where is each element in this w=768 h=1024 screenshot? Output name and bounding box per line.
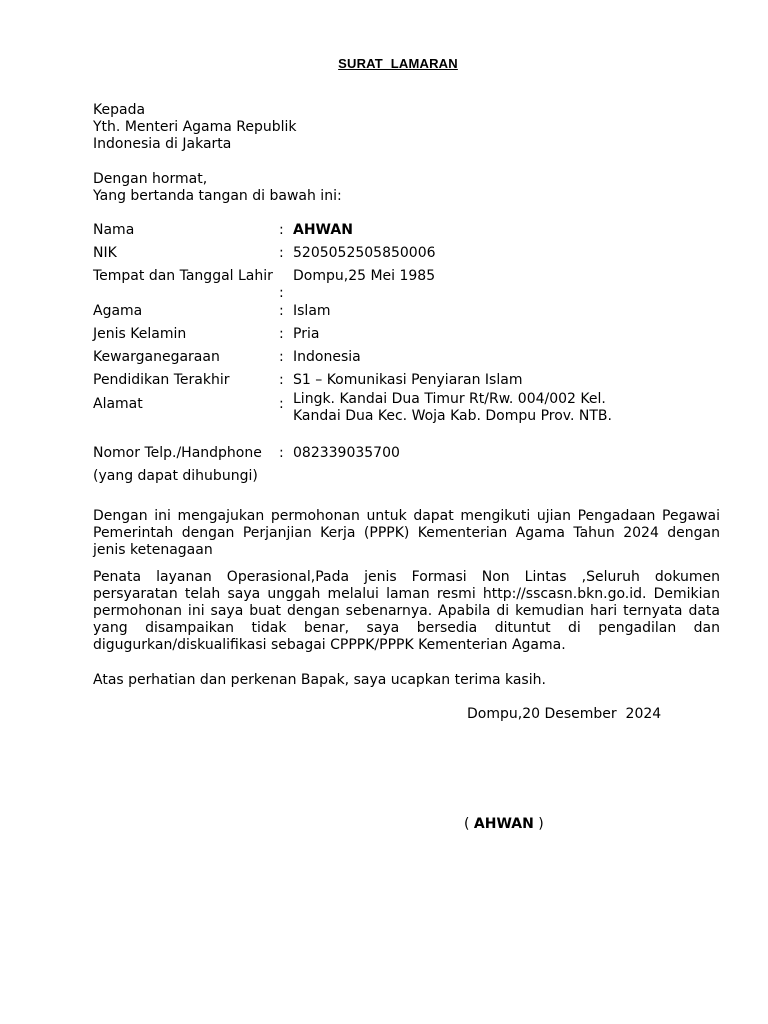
field-label: Nama [93, 222, 135, 238]
field-value-pendidikan: S1 – Komunikasi Penyiaran Islam [293, 372, 523, 388]
field-label: Tempat dan Tanggal Lahir [93, 268, 273, 284]
signature-paren-open: ( [464, 816, 474, 832]
field-value-nama: AHWAN [293, 222, 353, 238]
field-value-telp: 082339035700 [293, 445, 400, 461]
field-value-jenis-kelamin: Pria [293, 326, 320, 342]
alamat-line: Kandai Dua Kec. Woja Kab. Dompu Prov. NTB. [293, 408, 612, 424]
field-value-ttl: Dompu,25 Mei 1985 [293, 268, 436, 284]
signature-block [464, 816, 544, 832]
field-colon: : [279, 372, 284, 388]
greeting-line: Yang bertanda tangan di bawah ini: [93, 188, 342, 204]
field-value-nik: 5205052505850006 [293, 245, 436, 261]
greeting-line: Dengan hormat, [93, 171, 208, 187]
field-colon: : [279, 303, 284, 319]
field-label: NIK [93, 245, 117, 261]
field-label: Alamat [93, 396, 143, 412]
field-colon: : [279, 349, 284, 365]
field-colon: : [279, 326, 284, 342]
recipient-line: Kepada [93, 102, 146, 118]
letter-title: SURAT LAMARAN [338, 56, 458, 71]
field-colon: : [279, 445, 284, 461]
letter-date: Dompu,20 Desember 2024 [467, 706, 662, 722]
field-value-kewarganegaraan: Indonesia [293, 349, 361, 365]
alamat-line: Lingk. Kandai Dua Timur Rt/Rw. 004/002 Kel. [293, 391, 606, 407]
greeting-block [93, 171, 342, 205]
body-paragraph: Dengan ini mengajukan permohonan untuk dapat mengikuti ujian Pengadaan Pegawai Pemerintah dengan Perjanjian Kerja (PPPK) Kementerian Agama Tahun 2024 dengan jenis ketenagaan [93, 508, 720, 558]
field-colon: : [279, 285, 284, 301]
field-label: Agama [93, 303, 143, 319]
recipient-line: Yth. Menteri Agama Republik [93, 119, 297, 135]
field-label: Jenis Kelamin [93, 326, 187, 342]
field-label: Nomor Telp./Handphone [93, 445, 262, 461]
field-colon: : [279, 222, 284, 238]
signature-name: AHWAN [473, 816, 534, 832]
signature-paren-close: ) [533, 816, 544, 832]
body-paragraph: Penata layanan Operasional,Pada jenis Formasi Non Lintas ,Seluruh dokumen persyaratan telah saya unggah melalui laman resmi http://sscasn.bkn.go.id. Demikian permohonan ini saya buat dengan sebenarnya. Apabila di kemudian hari ternyata data yang disampaikan tidak benar, saya bersedia dituntut di pengadilan dan digugurkan/diskualifikasi sebagai CPPPK/PPPK Kementerian Agama. [93, 569, 720, 653]
closing-paragraph: Atas perhatian dan perkenan Bapak, saya ucapkan terima kasih. [93, 672, 546, 688]
field-value-alamat [293, 391, 612, 425]
recipient-block [93, 102, 297, 153]
field-label: Kewarganegaraan [93, 349, 220, 365]
field-colon: : [279, 245, 284, 261]
field-note: (yang dapat dihubungi) [93, 468, 258, 484]
field-label: Pendidikan Terakhir [93, 372, 230, 388]
recipient-line: Indonesia di Jakarta [93, 136, 232, 152]
field-value-agama: Islam [293, 303, 331, 319]
field-colon: : [279, 396, 284, 412]
